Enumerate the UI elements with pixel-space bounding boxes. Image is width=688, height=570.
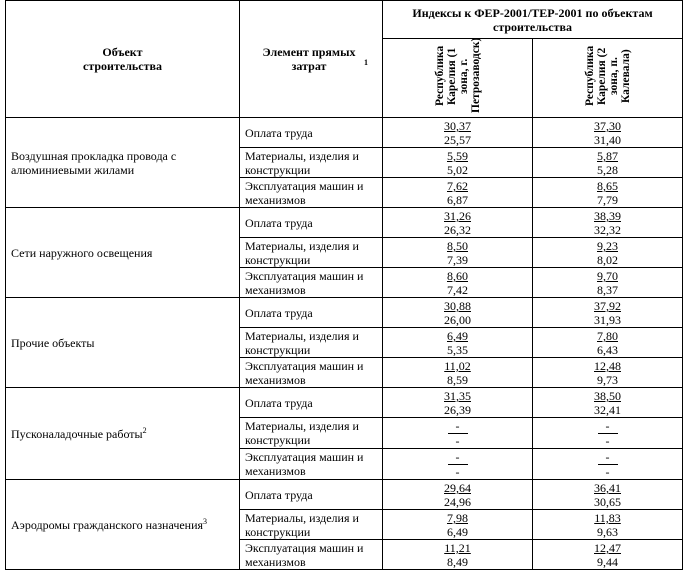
index-current-value: - [448, 450, 468, 465]
element-cell [240, 480, 383, 510]
value-pair [533, 208, 682, 237]
index-current-value: 7,62 [447, 179, 468, 193]
value-pair [533, 118, 682, 147]
index-base-value: 7,39 [447, 253, 468, 267]
region2-value-cell [533, 328, 683, 358]
value-pair [533, 238, 682, 267]
region1-value-cell [383, 178, 533, 208]
index-current-value: 30,37 [444, 119, 471, 133]
region2-value-cell [533, 208, 683, 238]
index-base-value: 26,32 [444, 223, 471, 237]
element-column-header [240, 1, 383, 118]
value-pair [383, 118, 532, 147]
value-pair [383, 328, 532, 357]
object-cell [6, 298, 240, 388]
index-current-value: 7,98 [447, 511, 468, 525]
index-base-value: 5,02 [447, 163, 468, 177]
index-current-value: 11,83 [594, 511, 621, 525]
value-pair [383, 418, 532, 448]
table-row [6, 388, 683, 418]
region1-value-cell [383, 418, 533, 449]
index-base-value: 8,49 [447, 555, 468, 569]
value-pair [383, 388, 532, 417]
region1-value-cell [383, 298, 533, 328]
region1-value-cell [383, 118, 533, 148]
table-body [6, 118, 683, 570]
table-row [6, 298, 683, 328]
object-name: Воздушная прокладка провода с алюминиевыми жилами [11, 148, 177, 177]
index-base-value: 6,87 [447, 193, 468, 207]
region2-value-cell [533, 238, 683, 268]
element-label: Эксплуатация машин и механизмов [245, 450, 364, 478]
index-current-value: 12,47 [594, 541, 621, 555]
region2-value-cell [533, 510, 683, 540]
region1-value-cell [383, 510, 533, 540]
element-label: Оплата труда [245, 395, 313, 410]
region1-value-cell [383, 540, 533, 570]
region2-value-cell [533, 480, 683, 510]
index-current-value: 31,26 [444, 209, 471, 223]
index-current-value: 31,35 [444, 389, 471, 403]
index-base-value: 8,02 [597, 253, 618, 267]
element-label: Материалы, изделия и конструкции [245, 148, 359, 177]
region1-value-cell [383, 148, 533, 178]
index-base-value: 8,59 [447, 373, 468, 387]
index-base-value: 5,28 [597, 163, 618, 177]
object-footnote-mark: 3 [203, 516, 208, 526]
index-current-value: 9,23 [597, 239, 618, 253]
index-base-value: 31,40 [594, 133, 621, 147]
object-column-header-text: Объект строительства [83, 45, 162, 73]
region1-value-cell [383, 268, 533, 298]
index-base-value: - [455, 434, 460, 448]
value-pair [533, 540, 682, 569]
index-current-value: 8,50 [447, 239, 468, 253]
object-name: Аэродромы гражданского назначения [11, 517, 204, 532]
index-base-value: 7,42 [447, 283, 468, 297]
value-pair [533, 388, 682, 417]
element-cell [240, 418, 383, 449]
index-base-value: 32,41 [594, 403, 621, 417]
region2-value-cell [533, 388, 683, 418]
index-base-value: - [605, 465, 610, 479]
value-pair [383, 208, 532, 237]
index-base-value: 24,96 [444, 495, 471, 509]
element-column-footnote-mark: 1 [364, 58, 368, 67]
value-pair [383, 510, 532, 539]
index-current-value: 37,92 [594, 299, 621, 313]
value-pair [383, 178, 532, 207]
element-cell [240, 178, 383, 208]
value-pair [383, 540, 532, 569]
region2-header-text: Республика Карелия (2 зона, п. Калевала) [583, 45, 632, 107]
region1-value-cell [383, 449, 533, 480]
region1-value-cell [383, 208, 533, 238]
index-base-value: 9,44 [597, 555, 618, 569]
index-base-value: 7,79 [597, 193, 618, 207]
element-cell [240, 238, 383, 268]
element-label: Эксплуатация машин и механизмов [245, 540, 364, 569]
value-pair [533, 298, 682, 327]
object-column-header [6, 1, 240, 118]
index-current-value: 29,64 [444, 481, 471, 495]
value-pair [383, 358, 532, 387]
object-cell [6, 208, 240, 298]
element-label: Оплата труда [245, 125, 313, 140]
region2-value-cell [533, 118, 683, 148]
index-base-value: 26,00 [444, 313, 471, 327]
element-label: Оплата труда [245, 215, 313, 230]
element-label: Эксплуатация машин и механизмов [245, 358, 364, 387]
value-pair [533, 480, 682, 509]
index-base-value: 30,65 [594, 495, 621, 509]
element-cell [240, 268, 383, 298]
region2-value-cell [533, 418, 683, 449]
value-pair [533, 358, 682, 387]
value-pair [383, 298, 532, 327]
indices-table [5, 0, 683, 570]
value-pair [533, 268, 682, 297]
value-pair [533, 178, 682, 207]
index-base-value: 9,63 [597, 525, 618, 539]
region2-header [533, 39, 683, 118]
element-cell [240, 118, 383, 148]
object-name: Сети наружного освещения [11, 245, 153, 260]
index-current-value: - [448, 419, 468, 434]
index-current-value: 12,48 [594, 359, 621, 373]
region2-value-cell [533, 268, 683, 298]
element-label: Материалы, изделия и конструкции [245, 419, 359, 447]
indices-group-header-text: Индексы к ФЕР-2001/ТЕР-2001 по объектам строительства [412, 5, 653, 34]
element-cell [240, 328, 383, 358]
index-base-value: - [455, 465, 460, 479]
index-current-value: 5,87 [597, 149, 618, 163]
region1-value-cell [383, 388, 533, 418]
index-base-value: 31,93 [594, 313, 621, 327]
region2-value-cell [533, 358, 683, 388]
region1-value-cell [383, 238, 533, 268]
element-label: Эксплуатация машин и механизмов [245, 178, 364, 207]
element-label: Оплата труда [245, 487, 313, 502]
index-current-value: 7,80 [597, 329, 618, 343]
object-cell [6, 118, 240, 208]
table-row [6, 480, 683, 510]
value-pair [533, 328, 682, 357]
index-current-value: 30,88 [444, 299, 471, 313]
indices-group-header [383, 1, 683, 39]
region2-value-cell [533, 540, 683, 570]
value-pair [383, 238, 532, 267]
region1-value-cell [383, 480, 533, 510]
value-pair [533, 148, 682, 177]
region1-header-text: Республика Карелия (1 зона, г. Петрозаводск) [433, 37, 482, 113]
element-label: Материалы, изделия и конструкции [245, 328, 359, 357]
region1-header [383, 39, 533, 118]
value-pair [383, 449, 532, 479]
object-footnote-mark: 2 [142, 425, 147, 435]
index-base-value: 5,35 [447, 343, 468, 357]
element-cell [240, 388, 383, 418]
element-label: Эксплуатация машин и механизмов [245, 268, 364, 297]
element-cell [240, 208, 383, 238]
index-current-value: 6,49 [447, 329, 468, 343]
region2-value-cell [533, 298, 683, 328]
index-base-value: 6,49 [447, 525, 468, 539]
region2-value-cell [533, 148, 683, 178]
index-base-value: 9,73 [597, 373, 618, 387]
object-cell [6, 480, 240, 570]
index-current-value: 36,41 [594, 481, 621, 495]
index-current-value: 5,59 [447, 149, 468, 163]
index-current-value: 11,21 [444, 541, 471, 555]
index-current-value: - [598, 450, 618, 465]
region2-value-cell [533, 178, 683, 208]
table-row [6, 208, 683, 238]
element-cell [240, 358, 383, 388]
indices-document [5, 0, 683, 570]
value-pair [533, 449, 682, 479]
element-cell [240, 540, 383, 570]
index-current-value: 11,02 [444, 359, 471, 373]
element-label: Материалы, изделия и конструкции [245, 510, 359, 539]
region2-value-cell [533, 449, 683, 480]
value-pair [533, 510, 682, 539]
element-label: Оплата труда [245, 305, 313, 320]
index-current-value: 8,60 [447, 269, 468, 283]
index-current-value: - [598, 419, 618, 434]
index-base-value: 8,37 [597, 283, 618, 297]
object-name: Прочие объекты [11, 335, 95, 350]
index-base-value: 25,57 [444, 133, 471, 147]
index-current-value: 37,30 [594, 119, 621, 133]
index-base-value: - [605, 434, 610, 448]
value-pair [533, 418, 682, 448]
index-current-value: 38,39 [594, 209, 621, 223]
value-pair [383, 148, 532, 177]
element-column-header-text: Элемент прямых затрат [262, 45, 356, 73]
table-row [6, 118, 683, 148]
value-pair [383, 480, 532, 509]
element-cell [240, 148, 383, 178]
index-base-value: 32,32 [594, 223, 621, 237]
region1-value-cell [383, 328, 533, 358]
index-current-value: 38,50 [594, 389, 621, 403]
region1-value-cell [383, 358, 533, 388]
index-current-value: 8,65 [597, 179, 618, 193]
element-cell [240, 449, 383, 480]
object-name: Пусконаладочные работы [11, 426, 143, 441]
value-pair [383, 268, 532, 297]
index-current-value: 9,70 [597, 269, 618, 283]
element-cell [240, 510, 383, 540]
element-cell [240, 298, 383, 328]
object-cell [6, 388, 240, 480]
element-label: Материалы, изделия и конструкции [245, 238, 359, 267]
index-base-value: 26,39 [444, 403, 471, 417]
index-base-value: 6,43 [597, 343, 618, 357]
